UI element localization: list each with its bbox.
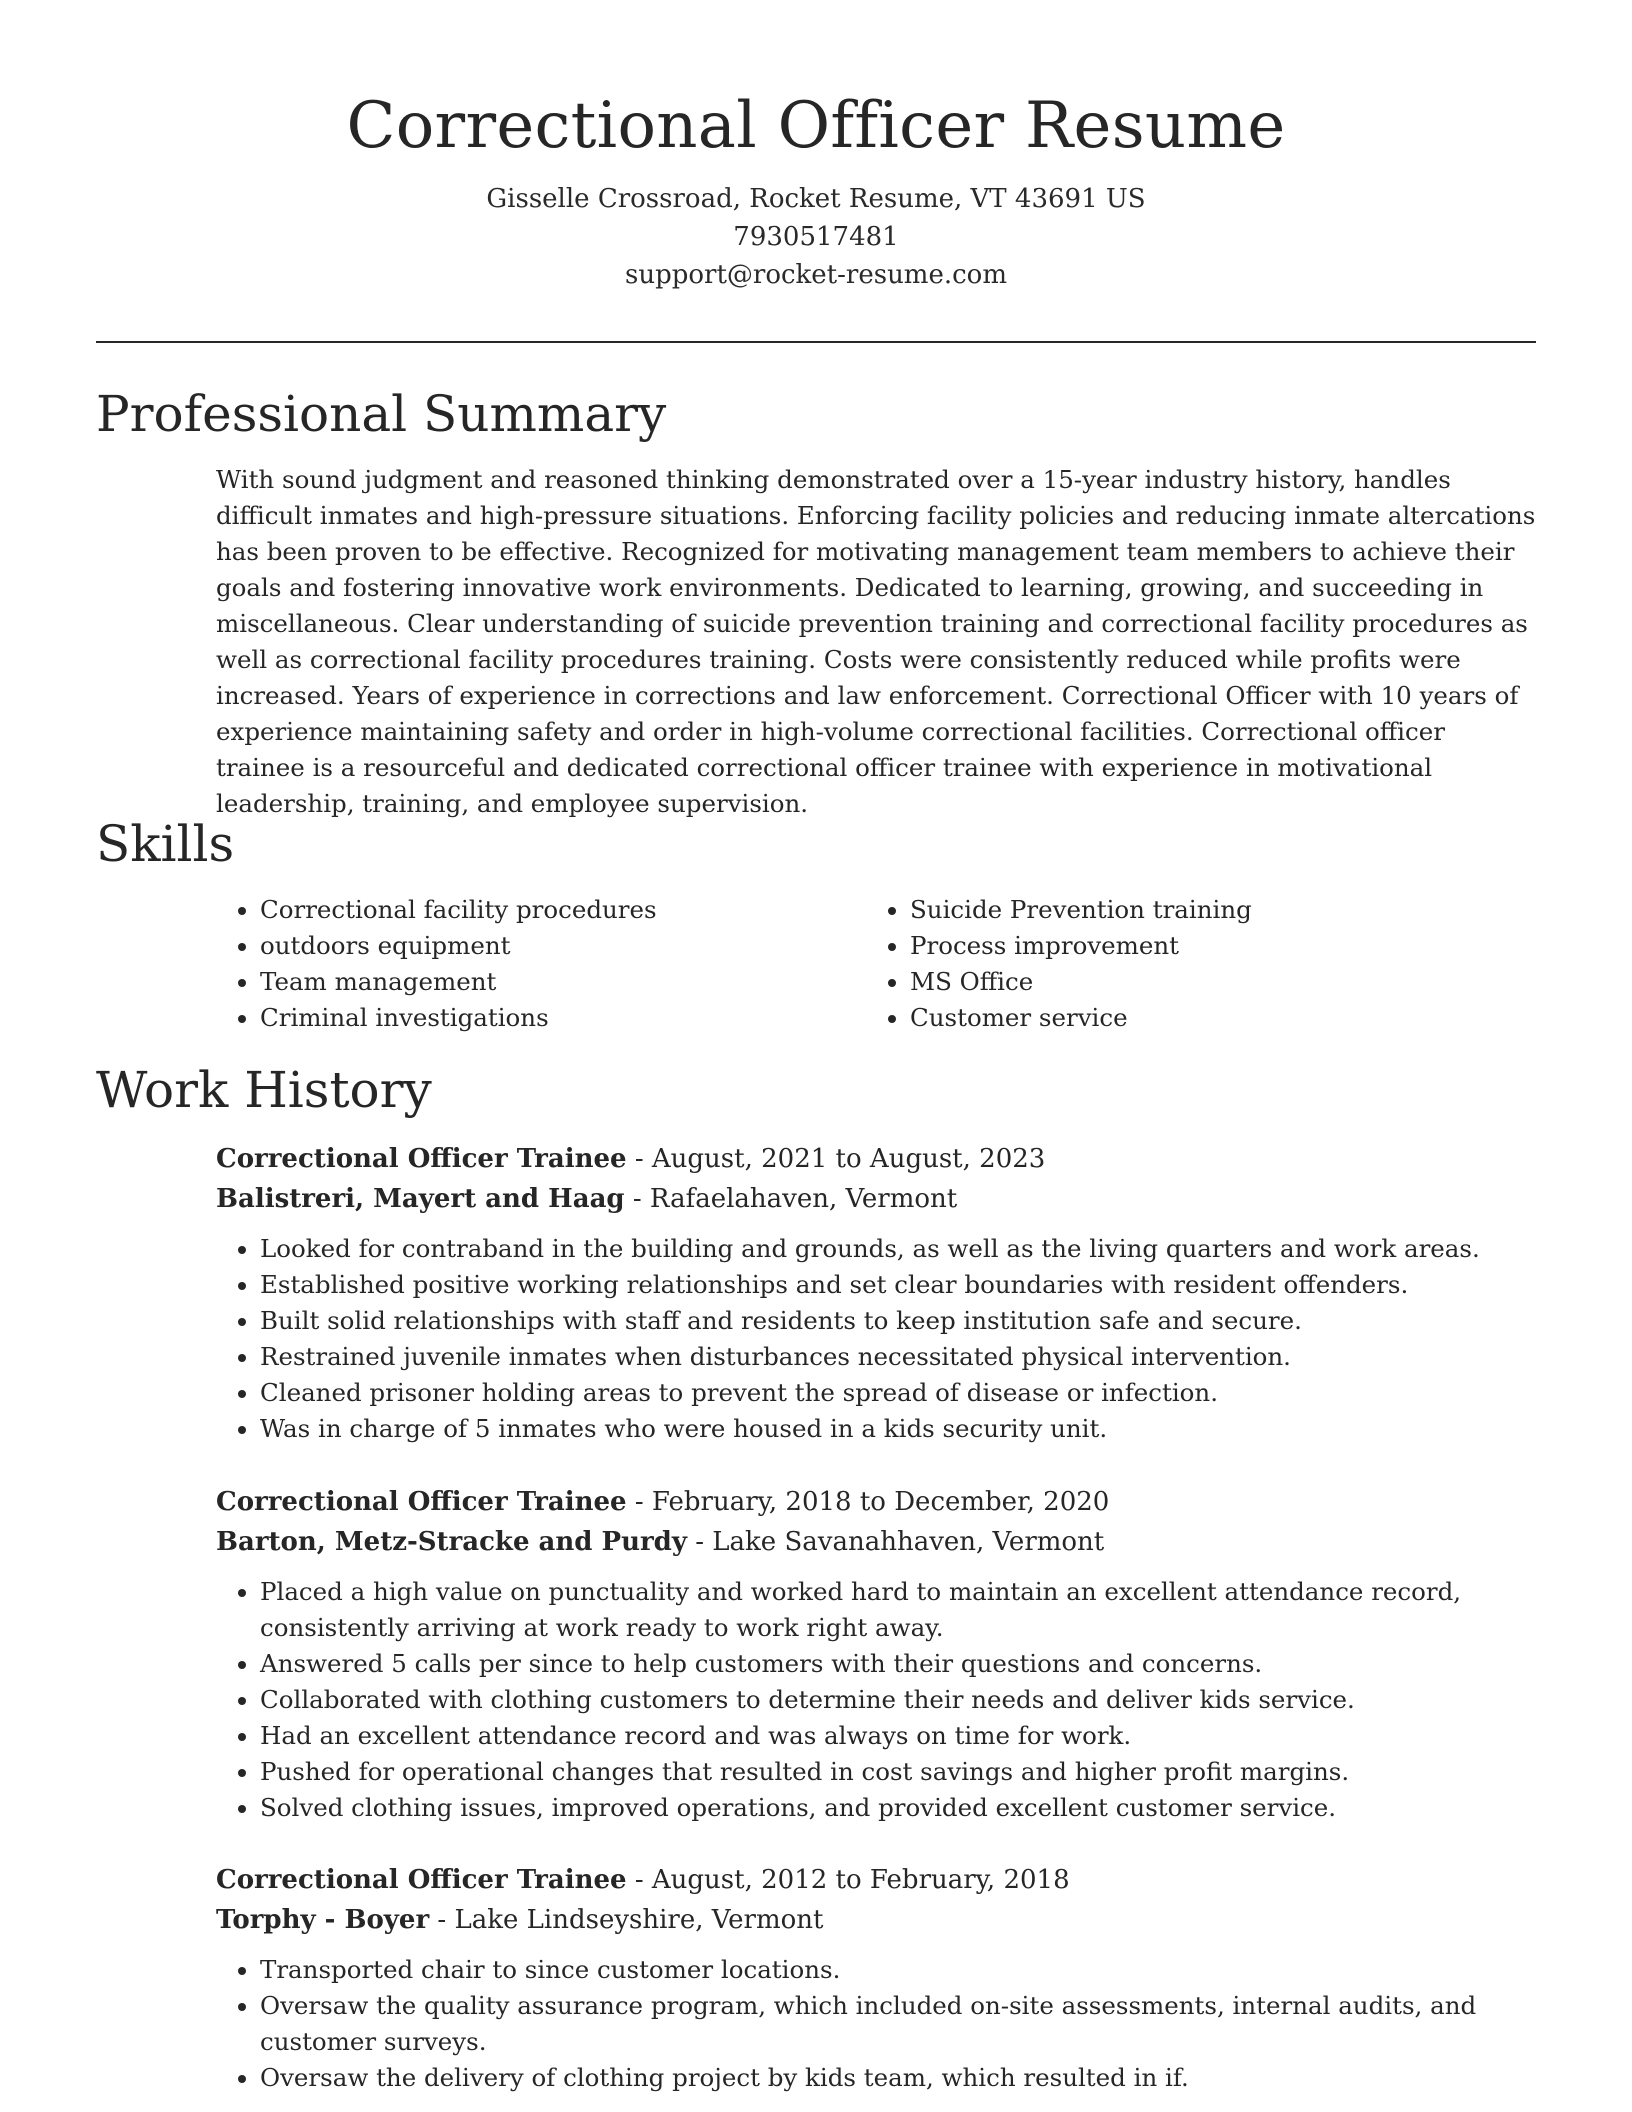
job-bullet: • Transported chair to since customer locations. — [260, 1952, 1556, 1988]
summary-heading: Professional Summary — [96, 385, 667, 443]
job-bullet: • Looked for contraband in the building and grounds, as well as the living quarters and work areas. — [260, 1231, 1556, 1267]
work-history-heading: Work History — [96, 1061, 432, 1119]
job-bullet: • Restrained juvenile inmates when disturbances necessitated physical intervention. — [260, 1339, 1556, 1375]
job-bullet: • Built solid relationships with staff and residents to keep institution safe and secure. — [260, 1303, 1556, 1339]
job-bullet: • Cleaned prisoner holding areas to prevent the spread of disease or infection. — [260, 1375, 1556, 1411]
skill-item: • Criminal investigations — [260, 1000, 866, 1036]
job-title: Correctional Officer Trainee — [216, 1487, 627, 1517]
skill-item: • Correctional facility procedures — [260, 892, 866, 928]
job-entry — [216, 1482, 1556, 1826]
job-title-line — [216, 1482, 1556, 1522]
job-bullet: • Pushed for operational changes that resulted in cost savings and higher profit margins. — [260, 1754, 1556, 1790]
job-bullets — [216, 1231, 1556, 1447]
job-bullet: • Placed a high value on punctuality and worked hard to maintain an excellent attendance record, consistently arriving at work ready to work right away. — [260, 1574, 1556, 1646]
job-bullet: • Collaborated with clothing customers to determine their needs and deliver kids service. — [260, 1682, 1556, 1718]
contact-address: Gisselle Crossroad, Rocket Resume, VT 43691 US — [486, 184, 1146, 214]
job-title: Correctional Officer Trainee — [216, 1865, 627, 1895]
job-dates: - February, 2018 to December, 2020 — [626, 1487, 1110, 1517]
job-bullets — [216, 1952, 1556, 2096]
job-bullet: • Was in charge of 5 inmates who were housed in a kids security unit. — [260, 1411, 1556, 1447]
skill-item: • Customer service — [910, 1000, 1516, 1036]
skills-column-left — [216, 892, 866, 1036]
job-company: Torphy - Boyer — [216, 1905, 430, 1935]
job-title-line — [216, 1860, 1556, 1900]
job-company-line — [216, 1900, 1556, 1940]
contact-info — [0, 180, 1632, 294]
job-company-line — [216, 1179, 1556, 1219]
job-location: - Rafaelahaven, Vermont — [624, 1184, 958, 1214]
header-divider — [96, 341, 1536, 343]
resume-title: Correctional Officer Resume — [346, 89, 1286, 163]
job-location: - Lake Savanahhaven, Vermont — [686, 1527, 1105, 1557]
summary-text: With sound judgment and reasoned thinking demonstrated over a 15-year industry history, handles difficult inmates and high-pressure situations. Enforcing facility policies and reducing inmate altercations has been proven to be effective. Recognized for motivating management team members to achieve their goals and fostering innovative work environments. Dedicated to learning, growing, and succeeding in miscellaneous. Clear understanding of suicide prevention training and correctional facility procedures as well as correctional facility procedures training. Costs were consistently reduced while profits were increased. Years of experience in corrections and law enforcement. Correctional Officer with 10 years of experience maintaining safety and order in high-volume correctional facilities. Correctional officer trainee is a resourceful and dedicated correctional officer trainee with experience in motivational leadership, training, and employee supervision. — [216, 465, 1536, 818]
skill-item: • Suicide Prevention training — [910, 892, 1516, 928]
job-dates: - August, 2021 to August, 2023 — [626, 1144, 1046, 1174]
skill-item: • Team management — [260, 964, 866, 1000]
job-entry — [216, 1139, 1556, 1447]
job-bullet: • Oversaw the delivery of clothing project by kids team, which resulted in if. — [260, 2060, 1556, 2096]
skill-item: • outdoors equipment — [260, 928, 866, 964]
job-title: Correctional Officer Trainee — [216, 1144, 627, 1174]
job-bullet: • Established positive working relationships and set clear boundaries with resident offenders. — [260, 1267, 1556, 1303]
job-company: Balistreri, Mayert and Haag — [216, 1184, 625, 1214]
job-bullet: • Answered 5 calls per since to help customers with their questions and concerns. — [260, 1646, 1556, 1682]
job-company-line — [216, 1522, 1556, 1562]
contact-email: support@rocket-resume.com — [624, 260, 1007, 290]
skill-item: • MS Office — [910, 964, 1516, 1000]
job-bullet: • Oversaw the quality assurance program, which included on-site assessments, internal audits, and customer surveys. — [260, 1988, 1556, 2060]
resume-header — [0, 0, 1632, 294]
job-bullet: • Solved clothing issues, improved operations, and provided excellent customer service. — [260, 1790, 1556, 1826]
skills-list — [216, 892, 1536, 1036]
job-entry — [216, 1860, 1556, 2096]
job-title-line — [216, 1139, 1556, 1179]
skill-item: • Process improvement — [910, 928, 1516, 964]
skills-heading: Skills — [96, 815, 235, 873]
skills-column-right — [866, 892, 1516, 1036]
job-bullets — [216, 1574, 1556, 1826]
job-dates: - August, 2012 to February, 2018 — [626, 1865, 1070, 1895]
job-company: Barton, Metz-Stracke and Purdy — [216, 1527, 687, 1557]
job-bullet: • Had an excellent attendance record and was always on time for work. — [260, 1718, 1556, 1754]
job-location: - Lake Lindseyshire, Vermont — [429, 1905, 824, 1935]
contact-phone: 7930517481 — [733, 222, 899, 252]
